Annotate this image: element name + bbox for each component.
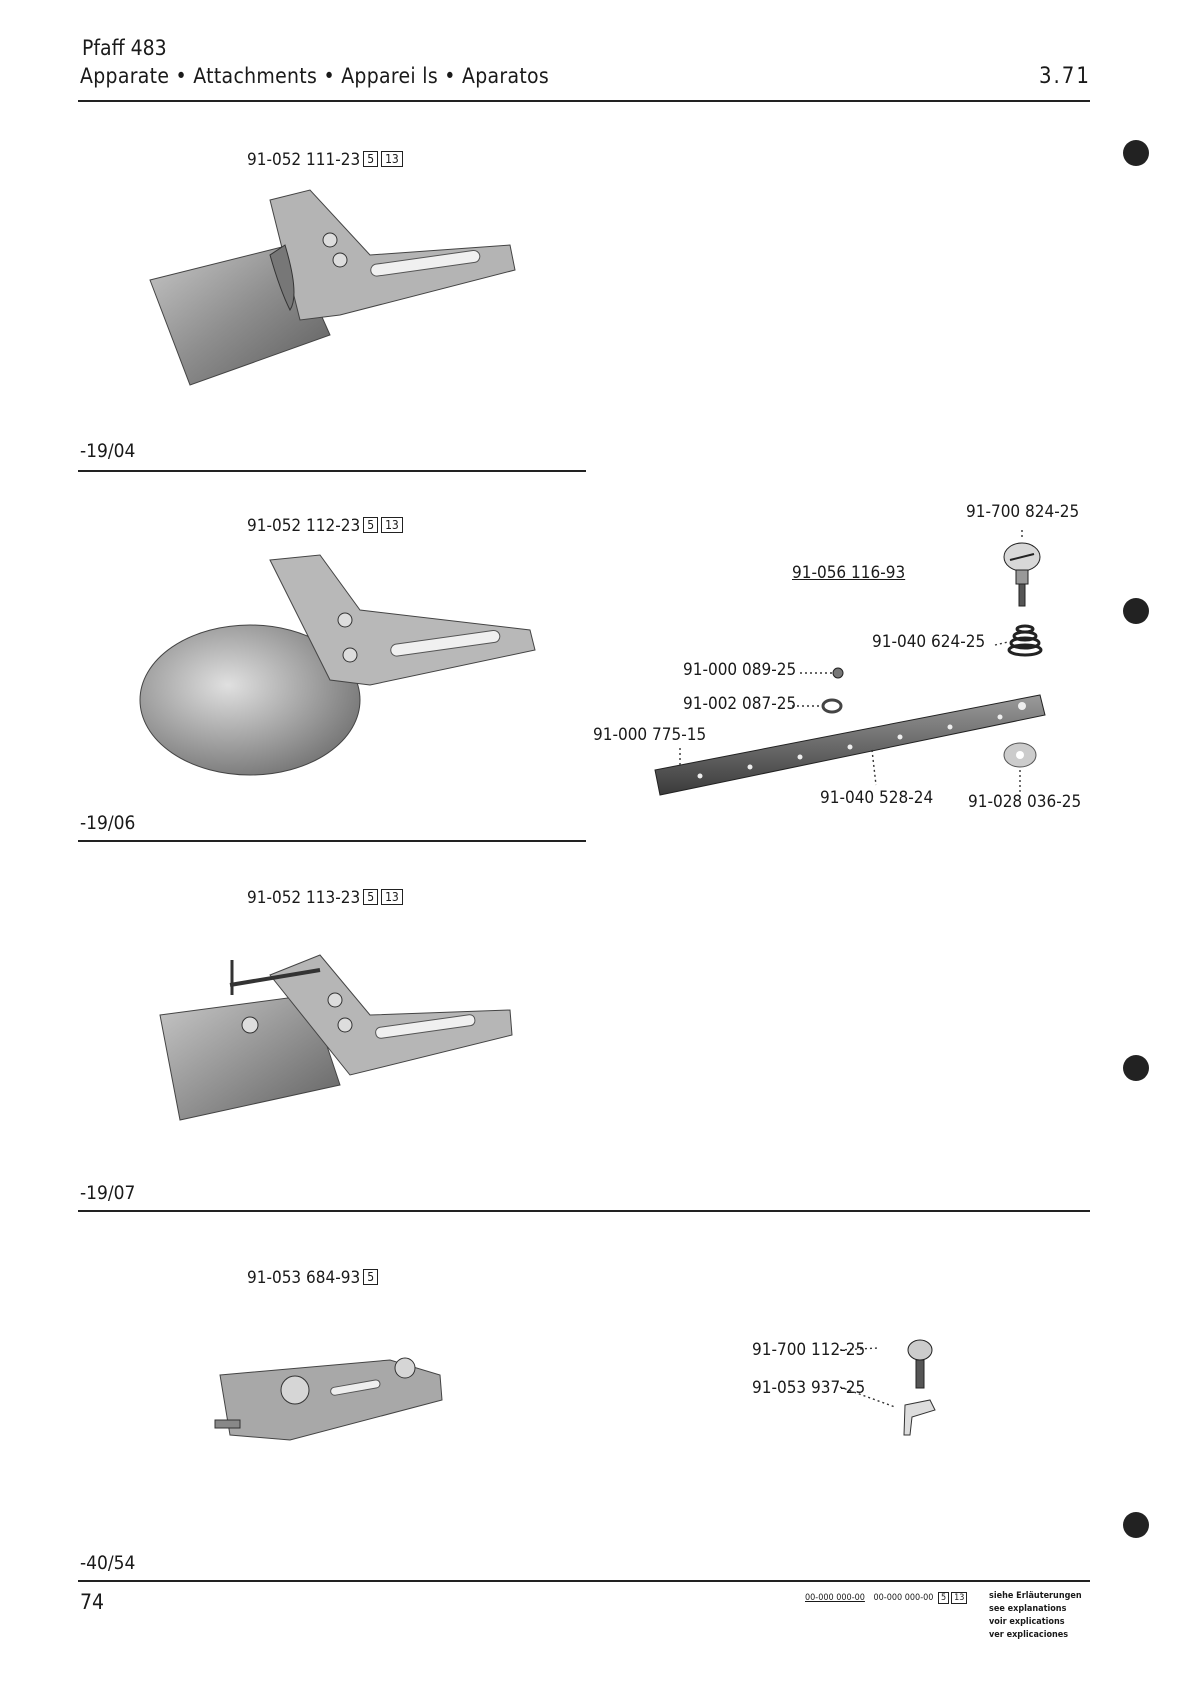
part-number-label: 91-052 112-23 5 13	[247, 516, 403, 536]
part-number-label: 91-052 111-23 5 13	[247, 150, 403, 170]
part-label-lever: 91-053 937-25	[752, 1378, 866, 1398]
binder-attachment-image	[140, 185, 520, 395]
section-code: -19/07	[80, 1182, 136, 1204]
legend-box: 13	[951, 1592, 967, 1604]
section-rule	[78, 840, 586, 842]
header-rule	[78, 100, 1090, 102]
legend-codes	[805, 1592, 967, 1605]
footnote-box: 13	[381, 517, 403, 533]
part-label-screw: 91-000 089-25	[683, 660, 797, 680]
page-title: Apparate • Attachments • Apparei ls • Aparatos	[80, 64, 550, 88]
part-label-thumb-screw: 91-700 824-25	[966, 502, 1080, 522]
guide-attachment-image	[210, 1340, 450, 1450]
legend-line: voir explications	[989, 1617, 1065, 1627]
legend-line: ver explicaciones	[989, 1630, 1069, 1640]
brand-label: Pfaff 483	[82, 36, 167, 60]
punch-hole	[1123, 1055, 1149, 1081]
part-number-label: 91-052 113-23 5 13	[247, 888, 403, 908]
part-number-label: 91-053 684-93 5	[247, 1268, 378, 1288]
part-label-pin: 91-000 775-15	[593, 725, 707, 745]
section-code: -19/06	[80, 812, 136, 834]
footnote-box: 5	[363, 1269, 378, 1285]
page-number: 74	[80, 1590, 105, 1614]
legend-text	[989, 1590, 1082, 1642]
part-label-washer: 91-002 087-25	[683, 694, 797, 714]
footnote-box: 5	[363, 517, 378, 533]
part-label-plate: 91-040 528-24	[820, 788, 934, 808]
punch-hole	[1123, 140, 1149, 166]
legend-line: see explanations	[989, 1604, 1067, 1614]
legend-box: 5	[938, 1592, 949, 1604]
footnote-box: 5	[363, 151, 378, 167]
legend-line: siehe Erläuterungen	[989, 1591, 1082, 1601]
part-label-assembly: 91-056 116-93	[792, 563, 906, 583]
page-reference: 3.71	[1038, 64, 1091, 89]
legend-code-underlined: 00-000 000-00	[805, 1593, 865, 1603]
section-code: -40/54	[80, 1552, 136, 1574]
footnote-box: 13	[381, 151, 403, 167]
punch-hole	[1123, 1512, 1149, 1538]
section-rule	[78, 1210, 1090, 1212]
part-label-knob: 91-700 112-25	[752, 1340, 866, 1360]
binder-attachment-image	[160, 925, 520, 1125]
part-label-disc: 91-028 036-25	[968, 792, 1082, 812]
footnote-box: 5	[363, 889, 378, 905]
section-rule	[78, 470, 586, 472]
punch-hole	[1123, 598, 1149, 624]
section-code: -19/04	[80, 440, 136, 462]
footer-rule	[78, 1580, 1090, 1582]
part-label-spring: 91-040 624-25	[872, 632, 986, 652]
binder-attachment-image	[140, 550, 540, 790]
footnote-box: 13	[381, 889, 403, 905]
legend-code: 00-000 000-00	[873, 1593, 934, 1603]
